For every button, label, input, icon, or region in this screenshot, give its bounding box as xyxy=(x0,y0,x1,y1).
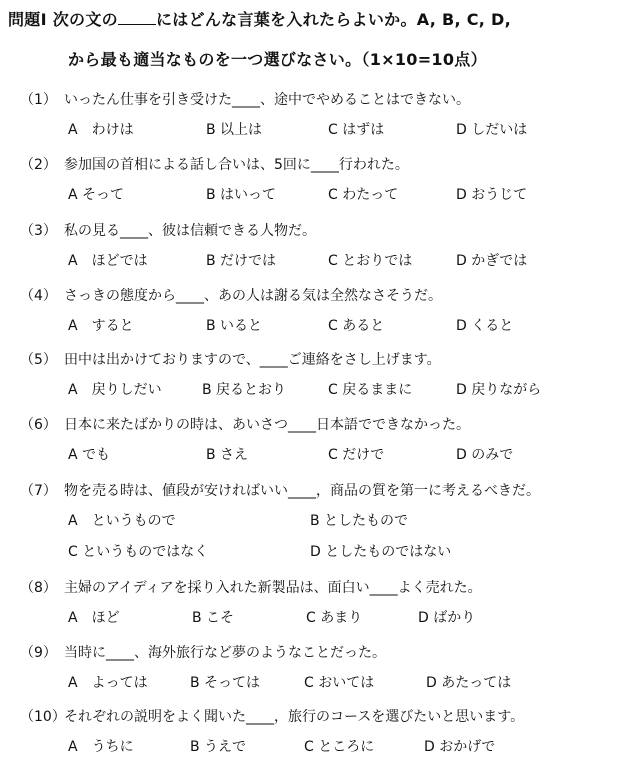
question-text: それぞれの説明をよく聞いた____，旅行のコースを選びたいと思います。 xyxy=(64,709,525,725)
question-1 xyxy=(20,90,620,140)
section-header xyxy=(8,8,618,71)
question-number: （7） xyxy=(20,483,57,499)
option-a: A うちに xyxy=(68,739,134,755)
option-c: C というものではなく xyxy=(68,544,209,560)
option-c: C あまり xyxy=(306,610,363,626)
question-stem xyxy=(20,155,620,175)
question-4 xyxy=(20,286,620,336)
question-text: 私の見る____、彼は信頼できる人物だ。 xyxy=(64,223,316,239)
question-text: 主婦のアイディアを採り入れた新製品は、面白い____よく売れた。 xyxy=(64,580,482,596)
question-number: （2） xyxy=(20,157,57,173)
option-d: D かぎでは xyxy=(456,253,528,269)
question-stem xyxy=(20,286,620,306)
question-8 xyxy=(20,578,620,628)
question-number: （9） xyxy=(20,645,57,661)
question-number: （1） xyxy=(20,92,57,108)
question-stem xyxy=(20,481,620,501)
option-d: D としたものではない xyxy=(310,544,452,560)
question-10 xyxy=(20,707,620,757)
option-d: D ばかり xyxy=(418,610,476,626)
header-blank xyxy=(118,8,156,25)
option-c: C あると xyxy=(328,318,385,334)
question-text: 当時に____、海外旅行など夢のようなことだった。 xyxy=(64,645,386,661)
option-b: B いると xyxy=(206,318,263,334)
option-c: C はずは xyxy=(328,122,385,138)
option-b: B こそ xyxy=(192,610,235,626)
option-d: D おうじて xyxy=(456,187,528,203)
option-b: B そっては xyxy=(190,675,261,691)
question-text: 田中は出かけておりますので、____ご連絡をさし上げます。 xyxy=(64,352,441,368)
option-a: A でも xyxy=(68,447,111,463)
question-7 xyxy=(20,481,620,565)
option-a: A すると xyxy=(68,318,134,334)
header-line-1 xyxy=(8,8,618,31)
option-a: A わけは xyxy=(68,122,134,138)
question-number: （8） xyxy=(20,580,57,596)
question-number: （6） xyxy=(20,417,57,433)
question-number: （4） xyxy=(20,288,57,304)
option-b: B うえで xyxy=(190,739,247,755)
option-d: D くると xyxy=(456,318,514,334)
question-stem xyxy=(20,415,620,435)
question-text: 参加国の首相による話し合いは、5回に____行われた。 xyxy=(64,157,409,173)
option-a: A そって xyxy=(68,187,125,203)
option-row xyxy=(20,120,620,140)
option-row xyxy=(20,185,620,205)
header-line-2: から最も適当なものを一つ選びなさい。（1×10=10点） xyxy=(68,50,487,69)
question-stem xyxy=(20,90,620,110)
question-number: （3） xyxy=(20,223,57,239)
question-stem xyxy=(20,707,620,727)
option-row xyxy=(20,445,620,465)
option-c: C 戻るままに xyxy=(328,382,413,398)
question-text: 物を売る時は、値段が安ければいい____，商品の質を第一に考えるべきだ。 xyxy=(64,483,540,499)
option-d: D あたっては xyxy=(426,675,512,691)
option-b: B 以上は xyxy=(206,122,263,138)
option-a: A というもので xyxy=(68,513,176,529)
option-row xyxy=(20,608,620,628)
option-b: B さえ xyxy=(206,447,249,463)
question-number: （10） xyxy=(20,709,66,725)
option-c: C とおりでは xyxy=(328,253,413,269)
question-stem xyxy=(20,350,620,370)
question-2 xyxy=(20,155,620,205)
option-a: A よっては xyxy=(68,675,148,691)
header-text-1: 問題Ⅰ 次の文の xyxy=(8,10,118,29)
option-a: A 戻りしだい xyxy=(68,382,162,398)
header-text-2: にはどんな言葉を入れたらよいか。A, B, C, D, xyxy=(155,10,511,29)
option-row xyxy=(20,380,620,400)
option-row xyxy=(20,251,620,271)
option-c: C おいては xyxy=(304,675,375,691)
option-a: A ほどでは xyxy=(68,253,148,269)
question-stem xyxy=(20,221,620,241)
option-c: C わたって xyxy=(328,187,399,203)
option-b: B としたもので xyxy=(310,513,409,529)
option-c: C だけで xyxy=(328,447,385,463)
option-a: A ほど xyxy=(68,610,120,626)
option-row xyxy=(20,673,620,693)
question-text: いったん仕事を引き受けた____、途中でやめることはできない。 xyxy=(64,92,470,108)
option-b: B だけでは xyxy=(206,253,277,269)
question-stem xyxy=(20,643,620,663)
option-d: D のみで xyxy=(456,447,514,463)
question-text: 日本に来たばかりの時は、あいさつ____日本語でできなかった。 xyxy=(64,417,470,433)
option-d: D おかげで xyxy=(424,739,496,755)
question-9 xyxy=(20,643,620,693)
option-d: D しだいは xyxy=(456,122,528,138)
question-5 xyxy=(20,350,620,400)
question-3 xyxy=(20,221,620,271)
option-rows xyxy=(20,511,620,565)
option-c: C ところに xyxy=(304,739,375,755)
question-number: （5） xyxy=(20,352,57,368)
option-b: B 戻るとおり xyxy=(202,382,287,398)
question-text: さっきの態度から____、あの人は謝る気は全然なさそうだ。 xyxy=(64,288,442,304)
question-6 xyxy=(20,415,620,465)
question-stem xyxy=(20,578,620,598)
option-row xyxy=(20,316,620,336)
option-row xyxy=(20,737,620,757)
option-b: B はいって xyxy=(206,187,277,203)
option-d: D 戻りながら xyxy=(456,382,542,398)
